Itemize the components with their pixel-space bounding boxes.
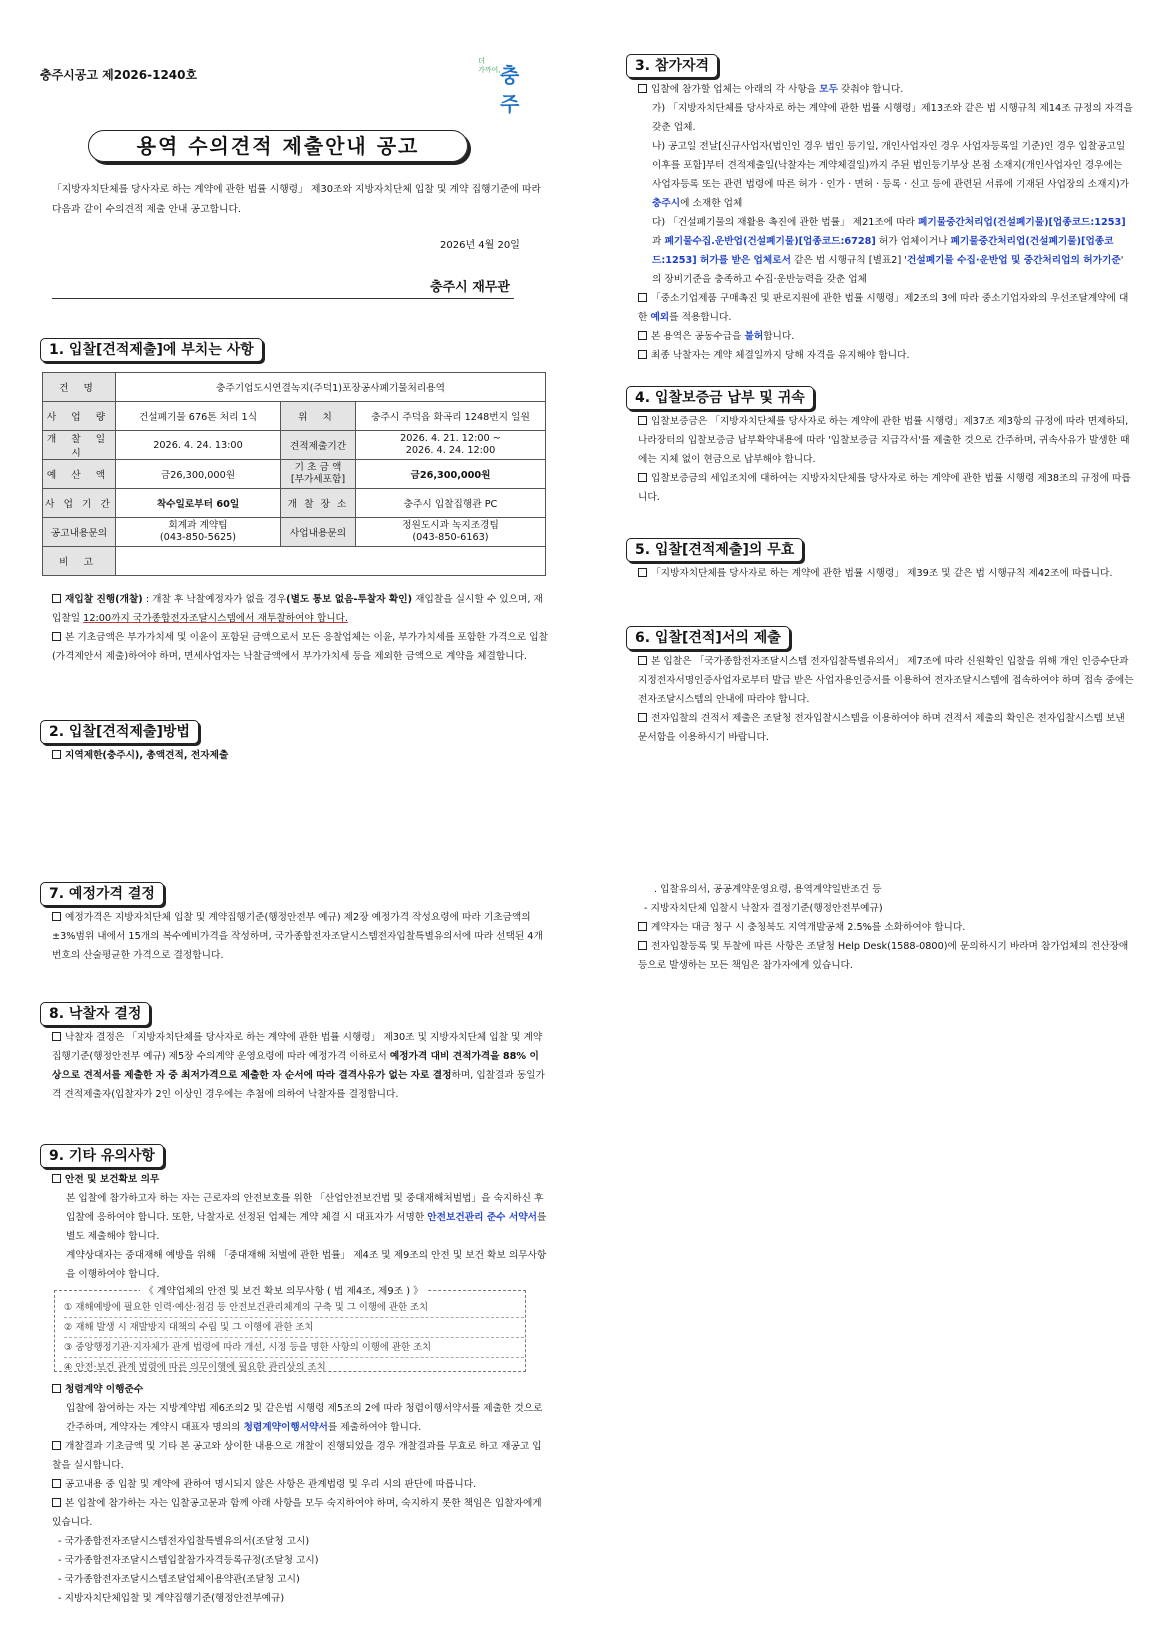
checkbox-icon: [638, 473, 647, 482]
s3-da2: 폐기물중간처리업(건설폐기물)[업종코드:1253]: [918, 217, 1126, 228]
s4-i2: 입찰보증금의 세입조치에 대하여는 지방자치단체를 당사자로 하는 계약에 관한 법률 시행령 제38조의 규정에 따릅니다.: [638, 473, 1131, 503]
checkbox-icon: [52, 1479, 61, 1488]
list-item: ① 재해예방에 필요한 인력·예산·점검 등 안전보건관리체계의 구축 및 그 이행에 관한 조치: [64, 1298, 524, 1318]
checkbox-icon: [638, 331, 647, 340]
right-bottom-notes: [638, 880, 1134, 975]
s3-l1c: 갖춰야 합니다.: [837, 84, 904, 95]
bid-period-end: 2026. 4. 24. 12:00: [405, 445, 496, 456]
rebid-text: : 개찰 후 낙찰예정자가 없을 경우: [142, 594, 287, 605]
list-item: [52, 1028, 548, 1104]
table-row: [43, 489, 546, 518]
table-cell: 공고내용문의: [43, 518, 116, 547]
vat-included-label: [부가세포함]: [290, 474, 346, 485]
checkbox-icon: [52, 1498, 61, 1507]
clean-text-a: 입찰에 참여하는 자는 지방계약법 제6조의2 및 같은법 시행령 제5조의 2에 따라 청렴이행서약서를 제출한 것으로 간주하며, 계약자는 계약시 대표자 명의의: [66, 1403, 543, 1433]
checkbox-icon: [638, 84, 647, 93]
table-cell: 견적제출기간: [281, 431, 356, 460]
project-team: 정원도시과 녹지조경팀: [402, 520, 499, 531]
section-6-body: [638, 652, 1134, 747]
section-9-rest: [52, 1380, 548, 1608]
bid-method: 지역제한(충주시), 총액견적, 전자제출: [65, 750, 229, 761]
s3-m1a: 「중소기업제품 구매촉진 및 판로지원에 관한 법률 시행령」제2조의 3에 따라 중소기업자와의 우선조달계약에 대한: [638, 293, 1129, 323]
section-4-body: [638, 412, 1134, 507]
intro-text: 「지방자치단체를 당사자로 하는 계약에 관한 법률 시행령」 제30조와 지방자치단체 입찰 및 계약 집행기준에 따라 다음과 같이 수의견적 제출 안내 공고합니다.: [52, 184, 541, 215]
section-7-heading: 7. 예정가격 결정: [40, 882, 164, 906]
list-item: [638, 80, 1134, 99]
list-item: - 국가종합전자조달시스템입찰참가자격등록규정(조달청 고시): [58, 1555, 319, 1566]
checkbox-icon: [638, 941, 647, 950]
s5-i1: 「지방자치단체를 당사자로 하는 계약에 관한 법률 시행령」 제39조 및 같은 법 시행규칙 제42조에 따릅니다.: [651, 568, 1113, 579]
issuer: 충주시 재무관: [430, 280, 510, 295]
clean-text: [52, 1399, 548, 1437]
list-item: [638, 918, 1134, 937]
list-item: ④ 안전·보건 관계 법령에 따른 의무이행에 필요한 관리상의 조치: [64, 1362, 326, 1373]
s3-da7: 같은 법 시행규칙 [별표2] ': [790, 255, 907, 266]
checkbox-icon: [52, 594, 61, 603]
winner-criteria: 예정가격 대비 견적가격을 88% 이상으로 견적서를 제출한 자 중 최저가격으로 제출한 자 순서에 따라 결격사유가 없는 자로 결정: [52, 1051, 539, 1081]
table-row: [43, 373, 546, 402]
safety-text-c: 를 별도 제출해야 합니다.: [66, 1212, 547, 1242]
list-item: [52, 1170, 548, 1189]
rebid-label: 재입찰 진행(개찰): [65, 594, 143, 605]
s3-m2c: 합니다.: [763, 331, 795, 342]
table-cell: 건설폐기물 676톤 처리 1식: [116, 402, 281, 431]
list-item: - 국가종합전자조달시스템전자입찰특별유의서(조달청 고시): [58, 1536, 310, 1547]
list-item: [638, 564, 1134, 583]
table-row: [43, 518, 546, 547]
safety-text-a: 본 입찰에 참가하고자 하는 자는 근로자의 안전보호를 위한 「산업안전보건법 및 중대재해처벌법」을 숙지하신 후 입찰에 응하여야 합니다. 또한, 낙찰자로 선정된 업체는 계약 체결 시 대표자가 서명한: [66, 1193, 544, 1223]
table-cell: 개 찰 일 시: [43, 431, 116, 460]
s3-da3: 과: [652, 236, 665, 247]
box-items: [64, 1298, 524, 1377]
list-item: ② 재해 발생 시 재발방지 대책의 수립 및 그 이행에 관한 조치: [64, 1318, 524, 1338]
section-5-heading: 5. 입찰[견적제출]의 무효: [626, 538, 803, 562]
project-phone: (043-850-6163): [412, 532, 489, 543]
s3-m3: 최종 낙찰자는 계약 체결일까지 당해 자격을 유지해야 합니다.: [651, 350, 910, 361]
winner-text-2: 하며, 입찰결과 동일가격 견적제출자(입찰자가 2인 이상인 경우에는 추첨에 의하여 낙찰자를 결정합니다.: [52, 1070, 545, 1100]
list-item: [638, 213, 1134, 289]
list-item: - 지방자치단체 입찰시 낙찰자 결정기준(행정안전부예규): [644, 903, 883, 914]
s3-m2b: 불허: [744, 331, 764, 342]
table-cell: 사 업 기 간: [43, 489, 116, 518]
section-3-heading: 3. 참가자격: [626, 54, 718, 78]
rebid-bold: (별도 통보 없음-투찰자 확인): [286, 594, 413, 605]
checkbox-icon: [52, 1032, 61, 1041]
page-title: 용역 수의견적 제출안내 공고: [136, 134, 420, 158]
s3-da6: 폐기물중간처리업(건설폐기물)[업종코드:1253] 허가를 받은 업체로서: [652, 236, 1114, 266]
s3-na3: 에 소재한 업체: [680, 198, 743, 209]
contract-phone: (043-850-5625): [159, 532, 237, 543]
notice-number: 충주시공고 제2026-1240호: [40, 68, 198, 82]
table-cell: 예 산 액: [43, 460, 116, 489]
base-amount-note: 본 기초금액은 부가가치세 및 이윤이 포함된 금액으로서 모든 응찰업체는 이윤, 부가가치세를 포함한 가격으로 입찰(가격제안서 제출)하여야 하며, 면세사업자는 낙찰금액에서 부가가치세 등을 제외한 금액으로 계약을 체결합니다.: [52, 632, 548, 662]
list-item: [52, 746, 228, 765]
checkbox-icon: [52, 1441, 61, 1450]
checkbox-icon: [52, 1384, 61, 1393]
chungju-logo: [478, 55, 538, 116]
checkbox-icon: [52, 632, 61, 641]
list-item: [638, 289, 1134, 327]
clean-title: 청렴계약 이행준수: [65, 1384, 144, 1395]
winner-text: 낙찰자 결정은 「지방자치단체를 당사자로 하는 계약에 관한 법률 시행령」 제30조 및 지방자치단체 입찰 및 계약집행기준(행정안전부 예규) 제5장 수의계약 운영요령에 따라 예정가격 이하로서: [52, 1032, 543, 1062]
table-row: [43, 431, 546, 460]
table-cell: 건 명: [43, 373, 116, 402]
safety-text-2: 계약상대자는 중대재해 예방을 위해 「중대재해 처벌에 관한 법률」 제4조 및 제9조의 안전 및 보건 확보 의무사항을 이행하여야 합니다.: [66, 1250, 547, 1280]
checkbox-icon: [52, 1174, 61, 1183]
section-4-heading: 4. 입찰보증금 납부 및 귀속: [626, 386, 814, 410]
s3-m1b: 예외: [650, 312, 670, 323]
misc-3: 본 입찰에 참가하는 자는 입찰공고문과 함께 아래 사항을 모두 숙지하여야 하며, 숙지하지 못한 책임은 입찰자에게 있습니다.: [52, 1498, 542, 1528]
table-row: [43, 460, 546, 489]
list-item: [638, 469, 1134, 507]
list-item: - 지방자치단체입찰 및 계약집행기준(행정안전부예규): [58, 1593, 285, 1604]
table-cell: [281, 460, 356, 489]
list-item: [52, 1475, 548, 1494]
table-cell: 2026. 4. 24. 13:00: [116, 431, 281, 460]
rebid-deadline: 12:00까지 국가종합전자조달시스템에서 재투찰하여야 합니다.: [83, 613, 348, 624]
s6-i2: 전자입찰의 견적서 제출은 조달청 전자입찰시스템을 이용하여야 하며 견적서 제출의 확인은 전자입찰시스템 보낸 문서함을 이용하시기 바랍니다.: [638, 713, 1125, 743]
base-amount-label: 기 초 금 액: [294, 462, 342, 473]
section-1-heading: 1. 입찰[견적제출]에 부치는 사항: [40, 338, 263, 362]
rebid-text-2: 재입찰을 실시할 수 있으며, 재입찰일: [52, 594, 543, 624]
s3-da9: ' 의 장비기준을 충족하고 수집·운반능력을 갖춘 업체: [652, 255, 1124, 285]
s3-da8: 건설폐기물 수집·운반업 및 중간처리업의 허가기준: [906, 255, 1121, 266]
checkbox-icon: [638, 293, 647, 302]
clean-pledge: 청렴계약이행서약서: [243, 1422, 328, 1433]
s3-da4: 폐기물수집.운반업(건설폐기물)[업종코드:6728]: [664, 236, 876, 247]
checkbox-icon: [638, 922, 647, 931]
list-item: [638, 709, 1134, 747]
misc-2: 공고내용 중 입찰 및 계약에 관하여 명시되지 않은 사항은 관계법령 및 우리 시의 판단에 따릅니다.: [65, 1479, 477, 1490]
list-item: [638, 327, 1134, 346]
table-cell: [356, 431, 546, 460]
title-box: [88, 130, 468, 162]
section-9-body: [52, 1170, 548, 1284]
logo-big-text: 충주: [500, 63, 520, 116]
safety-text: [52, 1189, 548, 1246]
safety-title: 안전 및 보건확보 의무: [65, 1174, 160, 1185]
checkbox-icon: [638, 656, 647, 665]
list-item: [52, 1494, 548, 1532]
rb-m1: 계약자는 대금 청구 시 충청북도 지역개발공채 2.5%를 소화하여야 합니다.: [651, 922, 966, 933]
section-9-heading: 9. 기타 유의사항: [40, 1144, 164, 1168]
list-item: [52, 628, 548, 666]
s3-city: 충주시: [652, 198, 681, 209]
clean-text-c: 를 제출하여야 합니다.: [327, 1422, 422, 1433]
list-item: [638, 652, 1134, 709]
checkbox-icon: [638, 713, 647, 722]
table-cell: 개 찰 장 소: [281, 489, 356, 518]
section-6-heading: 6. 입찰[견적]서의 제출: [626, 626, 790, 650]
list-item: [52, 1380, 548, 1399]
s3-da1: 다) 「건설폐기물의 재활용 촉진에 관한 법률」 제21조에 따라: [652, 217, 918, 228]
box-title: 《 계약업체의 안전 및 보건 확보 의무사항 ( 법 제4조, 제9조 ) 》: [140, 1283, 427, 1297]
table-cell: 착수일로부터 60일: [116, 489, 281, 518]
table-cell: 위 치: [281, 402, 356, 431]
table-cell: 비 고: [43, 547, 116, 576]
table-cell: 사 업 량: [43, 402, 116, 431]
list-item: [52, 908, 548, 965]
checkbox-icon: [52, 750, 61, 759]
table-cell: 사업내용문의: [281, 518, 356, 547]
estimated-price-text: 예정가격은 지방자치단체 입찰 및 계약집행기준(행정안전부 예규) 제2장 예정가격 작성요령에 따라 기초금액의 ±3%범위 내에서 15개의 복수예비가격을 작성하며, 국가종합전자조달시스템전자입찰특별유의서에 따라 선택된 4개 번호의 산술평균한 가격으로 결정합니다.: [52, 912, 543, 961]
section-3-body: [638, 80, 1134, 365]
list-item: [638, 137, 1134, 213]
misc-1: 개찰결과 기초금액 및 기타 본 공고와 상이한 내용으로 개찰이 진행되었을 경우 개찰결과를 무효로 하고 재공고 입찰을 실시합니다.: [52, 1441, 542, 1471]
table-row: [43, 402, 546, 431]
section-8-heading: 8. 낙찰자 결정: [40, 1002, 150, 1026]
list-item: ③ 중앙행정기관·지자체가 관계 법령에 따라 개선, 시정 등을 명한 사항의 이행에 관한 조치: [64, 1338, 524, 1358]
checkbox-icon: [638, 568, 647, 577]
bid-period-start: 2026. 4. 21. 12:00 ~: [400, 433, 501, 444]
project-info-table: [42, 372, 546, 576]
s3-da5: 허가 업체이거나: [875, 236, 951, 247]
s3-all: 모두: [819, 84, 838, 95]
table-cell: [116, 547, 546, 576]
s6-i1: 본 입찰은 「국가종합전자조달시스템 전자입찰특별유의서」 제7조에 따라 신원확인 입찰을 위해 개인 인증수단과 지정전자서명인증사업자로부터 발급 받은 사업자용인증서를 이용하여 전자조달시스템에 접속하여야 하며 접속 중에는 전자조달시스템의 안내에 따라야 합니다.: [638, 656, 1134, 705]
list-item: [52, 1437, 548, 1475]
logo-small-text: 더 가까이,: [478, 57, 501, 74]
table-row: [43, 547, 546, 576]
table-cell: 충주기업도시연결녹지(주덕1)포장공사폐기물처리용역: [116, 373, 546, 402]
table-cell: [116, 518, 281, 547]
notice-date: 2026년 4월 20일: [440, 240, 520, 251]
checkbox-icon: [638, 350, 647, 359]
list-item: 가) 「지방자치단체를 당사자로 하는 계약에 관한 법률 시행령」제13조와 같은 법 시행규칙 제14조 규정의 자격을 갖춘 업체.: [652, 103, 1133, 133]
checkbox-icon: [638, 416, 647, 425]
table-cell: 금26,300,000원: [356, 460, 546, 489]
table-cell: 충주시 주덕읍 화곡리 1248번지 일원: [356, 402, 546, 431]
checkbox-icon: [52, 912, 61, 921]
s3-m1c: 를 적용합니다.: [669, 312, 732, 323]
section-2-heading: 2. 입찰[견적제출]방법: [40, 720, 199, 744]
table-cell: 금26,300,000원: [116, 460, 281, 489]
safety-pledge: 안전보건관리 준수 서약서: [427, 1212, 537, 1223]
s3-na1: 나) 공고일 전날[신규사업자(법인인 경우 법인 등기일, 개인사업자인 경우 사업자등록일 기준)인 경우 입찰공고일 이후를 포함]부터 견적제출일(낙찰자는 계약체결일)까지 주된 법인등기부상 본점 소재지(개인사업자인 경우에는 사업자등록 또는 관련 법령에 따른 허가 · 인가 · 면허 · 등록 · 신고 등에 관련된 서류에 기재된 사업장의 소재지)가: [652, 141, 1130, 190]
divider: [52, 298, 514, 299]
contract-team: 회계과 계약팀: [168, 520, 228, 531]
list-item: [638, 346, 1134, 365]
list-item: [638, 937, 1134, 975]
table-cell: 충주시 입찰집행관 PC: [356, 489, 546, 518]
s3-l1a: 입찰에 참가할 업체는 아래의 각 사항을: [651, 84, 820, 95]
list-item: [52, 590, 548, 628]
table-cell: [356, 518, 546, 547]
rb-m2: 전자입찰등록 및 투찰에 따른 사항은 조달청 Help Desk(1588-0800)에 문의하시기 바라며 참가업체의 전산장애 등으로 발생하는 모든 책임은 참가자에게 있습니다.: [638, 941, 1129, 971]
s3-m2a: 본 용역은 공동수급을: [651, 331, 745, 342]
list-item: - 국가종합전자조달시스템조달업체이용약관(조달청 고시): [58, 1574, 300, 1585]
s4-i1: 입찰보증금은 「지방자치단체를 당사자로 하는 계약에 관한 법률 시행령」제37조 제3항의 규정에 따라 면제하되, 나라장터의 입찰보증금 납부확약내용에 따라 '입찰보증금 지급각서'를 제출한 것으로 간주하며, 귀속사유가 발생한 때에는 지체 없이 현금으로 납부해야 합니다.: [638, 416, 1130, 465]
list-item: . 입찰유의서, 공공계약운영요령, 용역계약일반조건 등: [654, 884, 882, 895]
section-1-notes: [52, 590, 548, 666]
list-item: [638, 412, 1134, 469]
